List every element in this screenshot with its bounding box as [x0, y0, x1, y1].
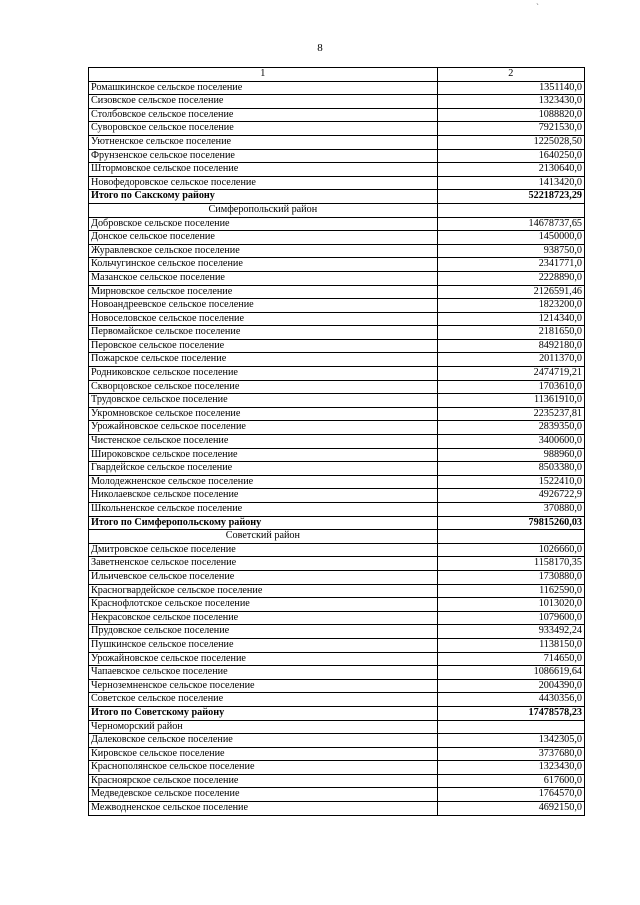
settlement-name: Краснофлотское сельское поселение	[89, 598, 438, 612]
table-row	[89, 598, 585, 612]
amount-value: 1323430,0	[437, 95, 584, 109]
table-row	[89, 503, 585, 517]
amount-value: 1214340,0	[437, 312, 584, 326]
table-row	[89, 231, 585, 245]
settlement-name: Укромновское сельское поселение	[89, 407, 438, 421]
amount-value	[437, 530, 584, 544]
amount-value: 1730880,0	[437, 570, 584, 584]
table-header-row	[89, 68, 585, 82]
total-row	[89, 706, 585, 720]
settlement-name: Журавлевское сельское поселение	[89, 244, 438, 258]
table-row	[89, 734, 585, 748]
table-row	[89, 584, 585, 598]
table-row	[89, 462, 585, 476]
table-row	[89, 176, 585, 190]
page-number: 8	[317, 42, 323, 54]
settlement-name: Прудовское сельское поселение	[89, 625, 438, 639]
table-row	[89, 258, 585, 272]
amount-value: 2126591,46	[437, 285, 584, 299]
amount-value: 4926722,9	[437, 489, 584, 503]
table-row	[89, 244, 585, 258]
table-row	[89, 271, 585, 285]
table-row	[89, 326, 585, 340]
amount-value: 1225028,50	[437, 135, 584, 149]
amount-value: 1703610,0	[437, 380, 584, 394]
amount-value: 714650,0	[437, 652, 584, 666]
amount-value: 988960,0	[437, 448, 584, 462]
table-row	[89, 367, 585, 381]
amount-value	[437, 720, 584, 734]
table-row	[89, 312, 585, 326]
settlement-name: Урожайновское сельское поселение	[89, 652, 438, 666]
table-row	[89, 108, 585, 122]
budget-table	[88, 67, 585, 816]
table-row	[89, 774, 585, 788]
amount-value: 1138150,0	[437, 638, 584, 652]
settlement-name: Ромашкинское сельское поселение	[89, 81, 438, 95]
table-row	[89, 543, 585, 557]
table-row	[89, 407, 585, 421]
settlement-name: Чистенское сельское поселение	[89, 435, 438, 449]
settlement-name: Штормовское сельское поселение	[89, 163, 438, 177]
district-name: Симферопольский район	[89, 203, 438, 217]
amount-value: 1640250,0	[437, 149, 584, 163]
table-row	[89, 353, 585, 367]
settlement-name: Молодежненское сельское поселение	[89, 475, 438, 489]
settlement-name: Итого по Советскому району	[89, 706, 438, 720]
settlement-name: Межводненское сельское поселение	[89, 802, 438, 816]
amount-value: 1351140,0	[437, 81, 584, 95]
table-row	[89, 693, 585, 707]
settlement-name: Кировское сельское поселение	[89, 747, 438, 761]
settlement-name: Столбовское сельское поселение	[89, 108, 438, 122]
settlement-name: Пожарское сельское поселение	[89, 353, 438, 367]
settlement-name: Фрунзенское сельское поселение	[89, 149, 438, 163]
amount-value: 7921530,0	[437, 122, 584, 136]
settlement-name: Советское сельское поселение	[89, 693, 438, 707]
settlement-name: Кольчугинское сельское поселение	[89, 258, 438, 272]
settlement-name: Новофедоровское сельское поселение	[89, 176, 438, 190]
total-row	[89, 190, 585, 204]
settlement-name: Донское сельское поселение	[89, 231, 438, 245]
amount-value: 4430356,0	[437, 693, 584, 707]
column-header-2: 2	[437, 68, 584, 82]
district-header-row	[89, 720, 585, 734]
amount-value: 1088820,0	[437, 108, 584, 122]
table-row	[89, 747, 585, 761]
table-row	[89, 611, 585, 625]
district-header-row	[89, 203, 585, 217]
amount-value: 1823200,0	[437, 299, 584, 313]
amount-value: 1158170,35	[437, 557, 584, 571]
district-name: Черноморский район	[89, 720, 438, 734]
table-row	[89, 135, 585, 149]
amount-value: 2839350,0	[437, 421, 584, 435]
amount-value: 1764570,0	[437, 788, 584, 802]
table-row	[89, 217, 585, 231]
amount-value: 2474719,21	[437, 367, 584, 381]
amount-value: 2341771,0	[437, 258, 584, 272]
total-row	[89, 516, 585, 530]
amount-value: 1026660,0	[437, 543, 584, 557]
amount-value: 1342305,0	[437, 734, 584, 748]
amount-value: 11361910,0	[437, 394, 584, 408]
amount-value: 3737680,0	[437, 747, 584, 761]
settlement-name: Добровское сельское поселение	[89, 217, 438, 231]
table-row	[89, 421, 585, 435]
amount-value: 1522410,0	[437, 475, 584, 489]
settlement-name: Сизовское сельское поселение	[89, 95, 438, 109]
district-name: Советский район	[89, 530, 438, 544]
settlement-name: Скворцовское сельское поселение	[89, 380, 438, 394]
amount-value: 1413420,0	[437, 176, 584, 190]
amount-value: 8492180,0	[437, 339, 584, 353]
table-row	[89, 802, 585, 816]
amount-value: 14678737,65	[437, 217, 584, 231]
settlement-name: Черноземненское сельское поселение	[89, 679, 438, 693]
amount-value: 370880,0	[437, 503, 584, 517]
settlement-name: Далековское сельское поселение	[89, 734, 438, 748]
settlement-name: Красногвардейское сельское поселение	[89, 584, 438, 598]
amount-value: 8503380,0	[437, 462, 584, 476]
table-row	[89, 761, 585, 775]
amount-value: 4692150,0	[437, 802, 584, 816]
amount-value: 52218723,29	[437, 190, 584, 204]
settlement-name: Урожайновское сельское поселение	[89, 421, 438, 435]
settlement-name: Мирновское сельское поселение	[89, 285, 438, 299]
table-row	[89, 557, 585, 571]
settlement-name: Уютненское сельское поселение	[89, 135, 438, 149]
settlement-name: Некрасовское сельское поселение	[89, 611, 438, 625]
table-row	[89, 163, 585, 177]
amount-value: 1323430,0	[437, 761, 584, 775]
amount-value: 2235237,81	[437, 407, 584, 421]
amount-value: 2130640,0	[437, 163, 584, 177]
settlement-name: Школьненское сельское поселение	[89, 503, 438, 517]
settlement-name: Широковское сельское поселение	[89, 448, 438, 462]
amount-value: 1079600,0	[437, 611, 584, 625]
settlement-name: Новоселовское сельское поселение	[89, 312, 438, 326]
table-row	[89, 679, 585, 693]
corner-mark: `	[536, 2, 539, 12]
settlement-name: Перовское сельское поселение	[89, 339, 438, 353]
settlement-name: Краснополянское сельское поселение	[89, 761, 438, 775]
amount-value: 933492,24	[437, 625, 584, 639]
settlement-name: Итого по Сакскому району	[89, 190, 438, 204]
table-row	[89, 638, 585, 652]
table-row	[89, 122, 585, 136]
amount-value: 2181650,0	[437, 326, 584, 340]
amount-value: 79815260,03	[437, 516, 584, 530]
table-row	[89, 299, 585, 313]
amount-value	[437, 203, 584, 217]
settlement-name: Первомайское сельское поселение	[89, 326, 438, 340]
settlement-name: Трудовское сельское поселение	[89, 394, 438, 408]
settlement-name: Гвардейское сельское поселение	[89, 462, 438, 476]
table-row	[89, 285, 585, 299]
table-row	[89, 489, 585, 503]
settlement-name: Мазанское сельское поселение	[89, 271, 438, 285]
amount-value: 2011370,0	[437, 353, 584, 367]
table-row	[89, 339, 585, 353]
settlement-name: Ильичевское сельское поселение	[89, 570, 438, 584]
table-row	[89, 95, 585, 109]
amount-value: 617600,0	[437, 774, 584, 788]
column-header-1: 1	[89, 68, 438, 82]
settlement-name: Красноярское сельское поселение	[89, 774, 438, 788]
table-row	[89, 81, 585, 95]
table-row	[89, 570, 585, 584]
amount-value: 3400600,0	[437, 435, 584, 449]
table-row	[89, 149, 585, 163]
settlement-name: Заветненское сельское поселение	[89, 557, 438, 571]
amount-value: 2004390,0	[437, 679, 584, 693]
amount-value: 938750,0	[437, 244, 584, 258]
settlement-name: Медведевское сельское поселение	[89, 788, 438, 802]
table-row	[89, 625, 585, 639]
amount-value: 1162590,0	[437, 584, 584, 598]
settlement-name: Суворовское сельское поселение	[89, 122, 438, 136]
table-row	[89, 380, 585, 394]
amount-value: 1086619,64	[437, 666, 584, 680]
amount-value: 1013020,0	[437, 598, 584, 612]
settlement-name: Пушкинское сельское поселение	[89, 638, 438, 652]
settlement-name: Дмитровское сельское поселение	[89, 543, 438, 557]
amount-value: 1450000,0	[437, 231, 584, 245]
table-row	[89, 394, 585, 408]
table-row	[89, 788, 585, 802]
table-row	[89, 652, 585, 666]
amount-value: 17478578,23	[437, 706, 584, 720]
table-row	[89, 448, 585, 462]
settlement-name: Чапаевское сельское поселение	[89, 666, 438, 680]
settlement-name: Новоандреевское сельское поселение	[89, 299, 438, 313]
settlement-name: Итого по Симферопольскому району	[89, 516, 438, 530]
settlement-name: Родниковское сельское поселение	[89, 367, 438, 381]
table-row	[89, 666, 585, 680]
amount-value: 2228890,0	[437, 271, 584, 285]
table-row	[89, 435, 585, 449]
table-row	[89, 475, 585, 489]
district-header-row	[89, 530, 585, 544]
settlement-name: Николаевское сельское поселение	[89, 489, 438, 503]
